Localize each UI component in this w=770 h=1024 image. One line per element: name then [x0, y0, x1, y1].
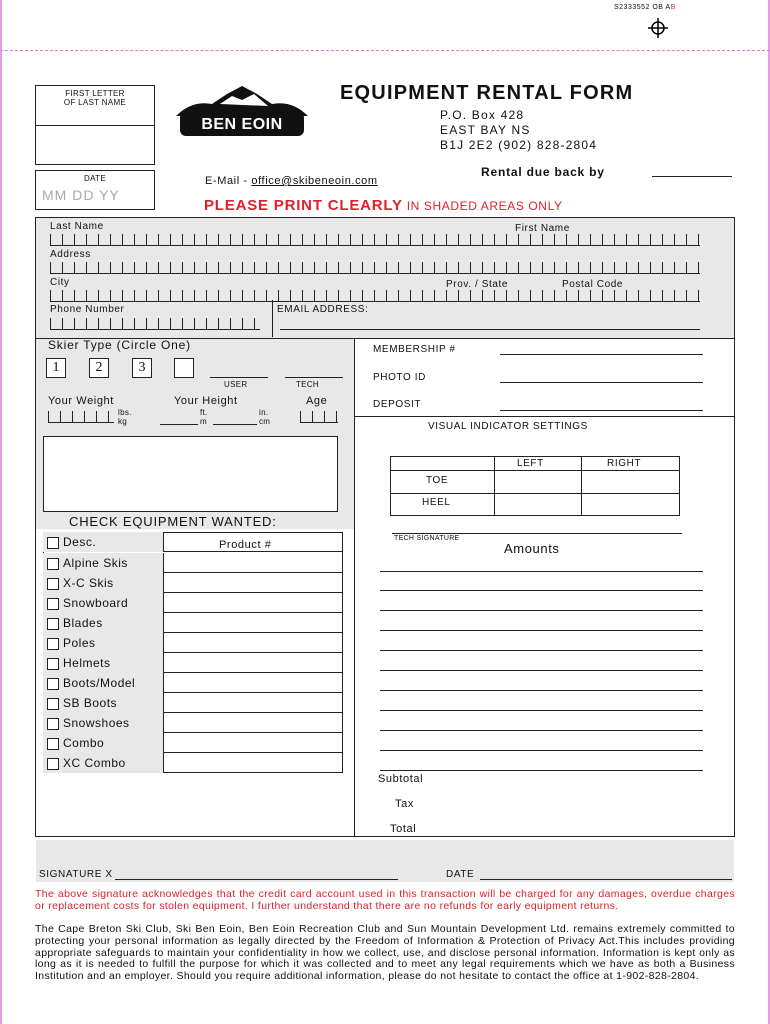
- deposit-input[interactable]: [500, 399, 703, 411]
- email-address-label: EMAIL ADDRESS:: [277, 304, 369, 315]
- first-name-label: First Name: [515, 223, 570, 234]
- amount-line[interactable]: [380, 770, 703, 771]
- equipment-checkbox[interactable]: [47, 758, 59, 770]
- din-toe-right-cell[interactable]: [581, 470, 679, 492]
- amount-line[interactable]: [380, 650, 703, 651]
- equipment-row[interactable]: [43, 693, 343, 713]
- equipment-row[interactable]: [43, 573, 343, 593]
- phone-input[interactable]: [50, 318, 260, 330]
- photo-id-input[interactable]: [500, 371, 703, 383]
- height-ft-input[interactable]: [160, 417, 198, 425]
- tech-signature-label: TECH SIGNATURE: [394, 535, 460, 542]
- equipment-row[interactable]: [43, 753, 343, 773]
- din-toe-left-cell[interactable]: [494, 470, 580, 492]
- equipment-row[interactable]: [43, 653, 343, 673]
- din-right-header: RIGHT: [607, 458, 642, 469]
- equipment-checkbox[interactable]: [47, 638, 59, 650]
- height-in-input[interactable]: [213, 417, 257, 425]
- address-line-1: P.O. Box 428: [440, 108, 525, 122]
- equipment-checkbox[interactable]: [47, 698, 59, 710]
- kg-label: kg: [118, 417, 128, 426]
- amount-line[interactable]: [380, 730, 703, 731]
- din-heel-right-cell[interactable]: [581, 493, 679, 515]
- user-label: USER: [224, 380, 248, 389]
- photo-id-label: PHOTO ID: [373, 372, 426, 383]
- email-label: E-Mail -: [205, 175, 252, 187]
- lbs-label: lbs.: [118, 408, 132, 417]
- amount-line[interactable]: [380, 710, 703, 711]
- din-heel-label: HEEL: [422, 497, 451, 508]
- desc-header-text: Desc.: [63, 535, 97, 549]
- amount-line[interactable]: [380, 571, 703, 572]
- equipment-row[interactable]: [43, 713, 343, 733]
- liability-notice: The above signature acknowledges that the credit card account used in this transaction will be charged for any damages, overdue charges or replacement costs for stolen equipment. I further understand that there are no refunds for early equipment returns.: [35, 888, 735, 912]
- weight-input[interactable]: [48, 411, 114, 423]
- user-line[interactable]: [210, 370, 268, 378]
- equipment-row[interactable]: [43, 633, 343, 653]
- tech-signature-line[interactable]: [392, 524, 682, 534]
- signature-input[interactable]: [115, 868, 398, 880]
- signature-label: SIGNATURE X: [39, 869, 113, 880]
- equipment-checkbox[interactable]: [47, 598, 59, 610]
- form-title: EQUIPMENT RENTAL FORM: [340, 82, 634, 104]
- amount-line[interactable]: [380, 590, 703, 591]
- first-letter-label-2: OF LAST NAME: [63, 98, 127, 107]
- print-instruction: [204, 197, 563, 214]
- postal-code-label: Postal Code: [562, 279, 624, 290]
- equipment-row[interactable]: [43, 593, 343, 613]
- age-label: Age: [306, 395, 328, 407]
- equipment-header-row: [43, 532, 343, 552]
- phone-number-label: Phone Number: [50, 304, 125, 315]
- last-name-label: Last Name: [50, 221, 104, 232]
- din-toe-label: TOE: [426, 475, 449, 486]
- product-header: Product #: [219, 539, 272, 551]
- visual-top-divider: [354, 416, 734, 417]
- tech-label: TECH: [296, 380, 319, 389]
- equipment-item-label: SB Boots: [63, 696, 118, 710]
- print-instruction-main: PLEASE PRINT CLEARLY: [204, 197, 403, 214]
- equipment-item-label: Snowboard: [63, 596, 129, 610]
- print-instruction-sub: IN SHADED AREAS ONLY: [402, 199, 563, 213]
- equipment-row[interactable]: [43, 613, 343, 633]
- address-input[interactable]: [50, 262, 700, 274]
- notes-box[interactable]: [43, 436, 338, 512]
- first-letter-label-1: FIRST LETTER: [65, 89, 125, 98]
- din-left-header: LEFT: [517, 458, 544, 469]
- equipment-item-label: Helmets: [63, 656, 111, 670]
- desc-header: [43, 532, 164, 552]
- date-placeholder: MM DD YY: [42, 187, 120, 203]
- amount-line[interactable]: [380, 670, 703, 671]
- equipment-item-label: Combo: [63, 736, 105, 750]
- registration-mark-icon: [648, 18, 668, 38]
- address-line-2: EAST BAY NS: [440, 123, 531, 137]
- amount-line[interactable]: [380, 630, 703, 631]
- equipment-checkbox[interactable]: [47, 678, 59, 690]
- equipment-item-label: Alpine Skis: [63, 556, 128, 570]
- equipment-checkbox[interactable]: [47, 618, 59, 630]
- rental-due-line[interactable]: [652, 165, 732, 177]
- equipment-item-label: XC Combo: [63, 756, 126, 770]
- trim-line: [0, 50, 770, 51]
- ben-eoin-logo: [172, 82, 312, 146]
- amounts-label: Amounts: [504, 541, 560, 556]
- signature-date-label: DATE: [446, 869, 475, 880]
- skier-type-2[interactable]: 2: [89, 358, 109, 378]
- form-code-text: S2333552 OB A: [614, 4, 671, 11]
- signature-date-input[interactable]: [480, 868, 732, 880]
- tech-line[interactable]: [285, 370, 343, 378]
- privacy-notice: The Cape Breton Ski Club, Ski Ben Eoin, Ben Eoin Recreation Club and Sun Mountain Development Ltd. remains extremely committed to protecting your personal information as legally directed by the Freedom of Information & Protection of Privacy Act.This includes providing appropriate safeguards to maintain your confidentiality in how we collect, use, and disclose personal information. Information is kept only as long as it is needed to fulfill the purpose for which it was collected and to meet any legal requirements which we have as both a Business Institution and an employer. Should you require additional information, please do not hesitate to contact the office at 1-902-828-2804.: [35, 923, 735, 983]
- equipment-row[interactable]: [43, 553, 343, 573]
- tax-label: Tax: [395, 798, 414, 810]
- membership-input[interactable]: [500, 343, 703, 355]
- ft-label: ft.: [200, 408, 208, 417]
- equipment-row[interactable]: [43, 673, 343, 693]
- email-link[interactable]: office@skibeneoin.com: [251, 175, 378, 187]
- first-letter-box[interactable]: [35, 85, 155, 165]
- subtotal-label: Subtotal: [378, 773, 424, 785]
- date-label: DATE: [84, 174, 106, 183]
- city-label: City: [50, 277, 70, 288]
- form-code: [614, 4, 676, 11]
- name-input[interactable]: [50, 234, 700, 246]
- logo-text: BEN EOIN: [201, 116, 283, 133]
- deposit-label: DEPOSIT: [373, 399, 422, 410]
- equipment-checkbox[interactable]: [47, 558, 59, 570]
- membership-label: MEMBERSHIP #: [373, 344, 456, 355]
- skier-type-1[interactable]: 1: [46, 358, 66, 378]
- equipment-item-label: Blades: [63, 616, 103, 630]
- equipment-row[interactable]: [43, 733, 343, 753]
- visual-indicator-label: VISUAL INDICATOR SETTINGS: [428, 421, 588, 432]
- form-code-suffix: B: [670, 4, 676, 11]
- cm-label: cm: [259, 417, 271, 426]
- equipment-item-label: Snowshoes: [63, 716, 130, 730]
- equipment-checkbox[interactable]: [47, 658, 59, 670]
- equipment-heading: CHECK EQUIPMENT WANTED:: [69, 514, 277, 529]
- din-heel-left-cell[interactable]: [494, 493, 580, 515]
- page-edge-left: [0, 0, 2, 1024]
- desc-checkbox[interactable]: [47, 537, 59, 549]
- center-divider: [354, 338, 355, 836]
- amount-line[interactable]: [380, 610, 703, 611]
- equipment-item-label: Poles: [63, 636, 96, 650]
- skier-type-3[interactable]: 3: [132, 358, 152, 378]
- email-line: [205, 175, 378, 187]
- email-input[interactable]: [280, 318, 700, 330]
- amount-line[interactable]: [380, 690, 703, 691]
- equipment-checkbox[interactable]: [47, 578, 59, 590]
- date-box[interactable]: [35, 170, 155, 210]
- amount-line[interactable]: [380, 750, 703, 751]
- equipment-item-label: Boots/Model: [63, 676, 136, 690]
- address-label: Address: [50, 249, 91, 260]
- equipment-item-label: X-C Skis: [63, 576, 114, 590]
- skier-type-blank[interactable]: [174, 358, 194, 378]
- phone-email-divider: [272, 300, 273, 337]
- skier-type-label: Skier Type (Circle One): [48, 338, 191, 352]
- height-label: Your Height: [174, 395, 238, 407]
- equipment-checkbox[interactable]: [47, 718, 59, 730]
- total-label: Total: [390, 823, 417, 835]
- address-line-3: B1J 2E2 (902) 828-2804: [440, 138, 598, 152]
- in-label: in.: [259, 408, 269, 417]
- weight-label: Your Weight: [48, 395, 114, 407]
- prov-state-label: Prov. / State: [446, 279, 509, 290]
- age-input[interactable]: [300, 411, 338, 423]
- m-label: m: [200, 417, 207, 426]
- city-input[interactable]: [50, 290, 700, 302]
- equipment-checkbox[interactable]: [47, 738, 59, 750]
- rental-due-label: Rental due back by: [481, 165, 605, 179]
